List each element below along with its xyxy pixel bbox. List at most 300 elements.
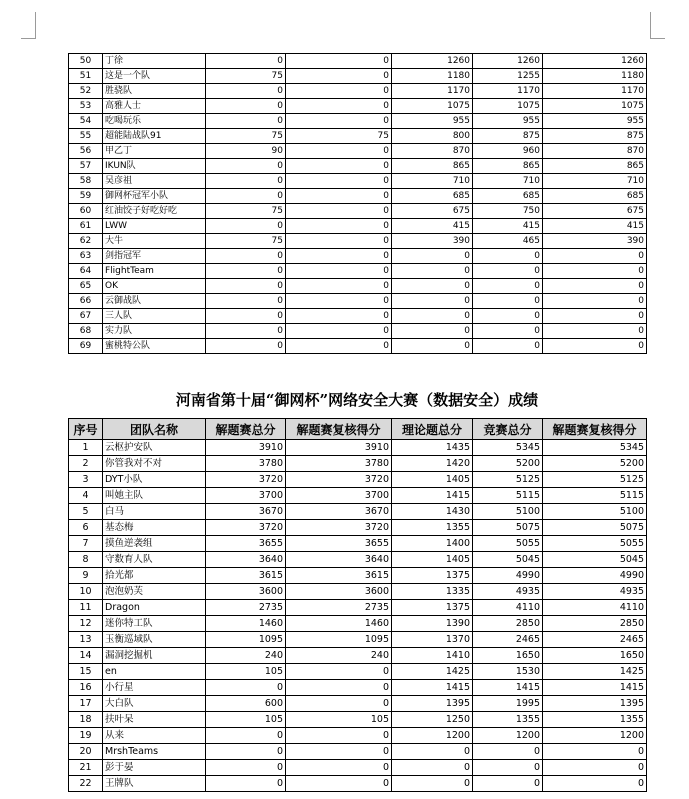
- solve-review-score-cell: 0: [286, 219, 392, 234]
- table-row: [69, 339, 647, 354]
- table-row: [69, 456, 647, 472]
- solve-review-score-cell: 3655: [286, 536, 392, 552]
- team-name-cell: DYT小队: [103, 472, 206, 488]
- final-score-cell: 1180: [543, 69, 647, 84]
- solve-review-score-cell: 2735: [286, 600, 392, 616]
- solve-review-score-cell: 1460: [286, 616, 392, 632]
- total-score-cell: 4110: [473, 600, 543, 616]
- team-name-cell: en: [103, 664, 206, 680]
- theory-score-cell: 0: [392, 339, 473, 354]
- solve-score-cell: 0: [206, 174, 286, 189]
- solve-score-cell: 3910: [206, 440, 286, 456]
- solve-review-score-cell: 240: [286, 648, 392, 664]
- theory-score-cell: 1425: [392, 664, 473, 680]
- team-name-cell: 白马: [103, 504, 206, 520]
- final-score-cell: 0: [543, 760, 647, 776]
- solve-score-cell: 1095: [206, 632, 286, 648]
- team-name-cell: 剑指冠军: [103, 249, 206, 264]
- table-row: [69, 159, 647, 174]
- theory-score-cell: 710: [392, 174, 473, 189]
- total-score-cell: 685: [473, 189, 543, 204]
- table-row: [69, 504, 647, 520]
- table-header-row: [69, 419, 647, 440]
- team-name-cell: FlightTeam: [103, 264, 206, 279]
- solve-review-score-cell: 3640: [286, 552, 392, 568]
- theory-score-cell: 1390: [392, 616, 473, 632]
- rank-cell: 11: [69, 600, 103, 616]
- theory-score-cell: 1415: [392, 488, 473, 504]
- theory-score-cell: 415: [392, 219, 473, 234]
- column-header: 解题赛总分: [206, 419, 286, 440]
- team-name-cell: 彭于晏: [103, 760, 206, 776]
- total-score-cell: 1200: [473, 728, 543, 744]
- page-corner-mark-left: [21, 12, 36, 39]
- team-name-cell: 你管我对不对: [103, 456, 206, 472]
- solve-score-cell: 0: [206, 776, 286, 792]
- theory-score-cell: 1335: [392, 584, 473, 600]
- total-score-cell: 875: [473, 129, 543, 144]
- final-score-cell: 0: [543, 279, 647, 294]
- table-row: [69, 632, 647, 648]
- column-header: 序号: [69, 419, 103, 440]
- total-score-cell: 1415: [473, 680, 543, 696]
- solve-score-cell: 90: [206, 144, 286, 159]
- final-score-cell: 390: [543, 234, 647, 249]
- final-score-cell: 1425: [543, 664, 647, 680]
- column-header: 理论题总分: [392, 419, 473, 440]
- column-header: 竞赛总分: [473, 419, 543, 440]
- solve-review-score-cell: 0: [286, 309, 392, 324]
- final-score-cell: 4990: [543, 568, 647, 584]
- total-score-cell: 1530: [473, 664, 543, 680]
- rank-cell: 69: [69, 339, 103, 354]
- rank-cell: 6: [69, 520, 103, 536]
- team-name-cell: 王牌队: [103, 776, 206, 792]
- solve-review-score-cell: 3700: [286, 488, 392, 504]
- final-score-cell: 5125: [543, 472, 647, 488]
- total-score-cell: 5345: [473, 440, 543, 456]
- total-score-cell: 5075: [473, 520, 543, 536]
- theory-score-cell: 1180: [392, 69, 473, 84]
- table-row: [69, 696, 647, 712]
- team-name-cell: 云御战队: [103, 294, 206, 309]
- solve-review-score-cell: 0: [286, 114, 392, 129]
- solve-review-score-cell: 0: [286, 728, 392, 744]
- solve-review-score-cell: 0: [286, 279, 392, 294]
- solve-score-cell: 0: [206, 728, 286, 744]
- final-score-cell: 1075: [543, 99, 647, 114]
- theory-score-cell: 1405: [392, 552, 473, 568]
- total-score-cell: 0: [473, 776, 543, 792]
- rank-cell: 64: [69, 264, 103, 279]
- team-name-cell: 高雅人士: [103, 99, 206, 114]
- solve-score-cell: 0: [206, 54, 286, 69]
- solve-review-score-cell: 3670: [286, 504, 392, 520]
- final-score-cell: 0: [543, 776, 647, 792]
- table-row: [69, 680, 647, 696]
- results-table-continued: [68, 53, 647, 354]
- rank-cell: 65: [69, 279, 103, 294]
- theory-score-cell: 955: [392, 114, 473, 129]
- rank-cell: 22: [69, 776, 103, 792]
- total-score-cell: 2465: [473, 632, 543, 648]
- team-name-cell: 从来: [103, 728, 206, 744]
- solve-score-cell: 3670: [206, 504, 286, 520]
- rank-cell: 3: [69, 472, 103, 488]
- theory-score-cell: 0: [392, 760, 473, 776]
- final-score-cell: 685: [543, 189, 647, 204]
- table-row: [69, 99, 647, 114]
- table-row: [69, 728, 647, 744]
- table-row: [69, 568, 647, 584]
- solve-review-score-cell: 0: [286, 680, 392, 696]
- team-name-cell: Dragon: [103, 600, 206, 616]
- theory-score-cell: 1400: [392, 536, 473, 552]
- theory-score-cell: 1415: [392, 680, 473, 696]
- team-name-cell: 甲乙丁: [103, 144, 206, 159]
- table-row: [69, 54, 647, 69]
- total-score-cell: 1650: [473, 648, 543, 664]
- solve-review-score-cell: 3720: [286, 472, 392, 488]
- final-score-cell: 2465: [543, 632, 647, 648]
- solve-review-score-cell: 3780: [286, 456, 392, 472]
- solve-review-score-cell: 3615: [286, 568, 392, 584]
- total-score-cell: 0: [473, 744, 543, 760]
- solve-review-score-cell: 0: [286, 744, 392, 760]
- theory-score-cell: 865: [392, 159, 473, 174]
- total-score-cell: 865: [473, 159, 543, 174]
- solve-review-score-cell: 0: [286, 294, 392, 309]
- final-score-cell: 5045: [543, 552, 647, 568]
- rank-cell: 7: [69, 536, 103, 552]
- solve-review-score-cell: 0: [286, 664, 392, 680]
- solve-score-cell: 0: [206, 99, 286, 114]
- theory-score-cell: 0: [392, 776, 473, 792]
- rank-cell: 16: [69, 680, 103, 696]
- table-row: [69, 616, 647, 632]
- theory-score-cell: 1370: [392, 632, 473, 648]
- solve-score-cell: 75: [206, 234, 286, 249]
- solve-score-cell: 75: [206, 204, 286, 219]
- total-score-cell: 4990: [473, 568, 543, 584]
- solve-score-cell: 0: [206, 744, 286, 760]
- solve-score-cell: 240: [206, 648, 286, 664]
- theory-score-cell: 1075: [392, 99, 473, 114]
- final-score-cell: 0: [543, 249, 647, 264]
- rank-cell: 57: [69, 159, 103, 174]
- final-score-cell: 0: [543, 744, 647, 760]
- table-row: [69, 664, 647, 680]
- team-name-cell: 玉衡巡域队: [103, 632, 206, 648]
- final-score-cell: 1355: [543, 712, 647, 728]
- solve-score-cell: 0: [206, 159, 286, 174]
- solve-review-score-cell: 0: [286, 84, 392, 99]
- final-score-cell: 5075: [543, 520, 647, 536]
- rank-cell: 67: [69, 309, 103, 324]
- column-header: 解题赛复核得分: [286, 419, 392, 440]
- table-row: [69, 760, 647, 776]
- rank-cell: 18: [69, 712, 103, 728]
- team-name-cell: 实力队: [103, 324, 206, 339]
- solve-review-score-cell: 3600: [286, 584, 392, 600]
- theory-score-cell: 1410: [392, 648, 473, 664]
- final-score-cell: 875: [543, 129, 647, 144]
- table-row: [69, 472, 647, 488]
- theory-score-cell: 1375: [392, 568, 473, 584]
- total-score-cell: 5055: [473, 536, 543, 552]
- total-score-cell: 0: [473, 294, 543, 309]
- solve-review-score-cell: 0: [286, 264, 392, 279]
- theory-score-cell: 0: [392, 249, 473, 264]
- final-score-cell: 955: [543, 114, 647, 129]
- solve-score-cell: 0: [206, 189, 286, 204]
- final-score-cell: 2850: [543, 616, 647, 632]
- total-score-cell: 0: [473, 760, 543, 776]
- rank-cell: 58: [69, 174, 103, 189]
- table-row: [69, 84, 647, 99]
- rank-cell: 52: [69, 84, 103, 99]
- table-row: [69, 279, 647, 294]
- team-name-cell: 大牛: [103, 234, 206, 249]
- total-score-cell: 1995: [473, 696, 543, 712]
- final-score-cell: 1170: [543, 84, 647, 99]
- table-row: [69, 174, 647, 189]
- rank-cell: 55: [69, 129, 103, 144]
- final-score-cell: 0: [543, 294, 647, 309]
- solve-review-score-cell: 0: [286, 339, 392, 354]
- rank-cell: 5: [69, 504, 103, 520]
- solve-review-score-cell: 0: [286, 234, 392, 249]
- total-score-cell: 750: [473, 204, 543, 219]
- rank-cell: 10: [69, 584, 103, 600]
- rank-cell: 68: [69, 324, 103, 339]
- solve-score-cell: 105: [206, 712, 286, 728]
- rank-cell: 66: [69, 294, 103, 309]
- solve-score-cell: 0: [206, 114, 286, 129]
- table-row: [69, 440, 647, 456]
- solve-score-cell: 3615: [206, 568, 286, 584]
- rank-cell: 19: [69, 728, 103, 744]
- total-score-cell: 5100: [473, 504, 543, 520]
- total-score-cell: 5200: [473, 456, 543, 472]
- solve-score-cell: 3655: [206, 536, 286, 552]
- rank-cell: 13: [69, 632, 103, 648]
- results-table-data-security: [68, 418, 647, 792]
- rank-cell: 50: [69, 54, 103, 69]
- theory-score-cell: 1420: [392, 456, 473, 472]
- theory-score-cell: 0: [392, 324, 473, 339]
- team-name-cell: 红油饺子好吃好吃: [103, 204, 206, 219]
- solve-review-score-cell: 0: [286, 69, 392, 84]
- rank-cell: 2: [69, 456, 103, 472]
- solve-review-score-cell: 105: [286, 712, 392, 728]
- column-header: 团队名称: [103, 419, 206, 440]
- rank-cell: 1: [69, 440, 103, 456]
- theory-score-cell: 0: [392, 309, 473, 324]
- theory-score-cell: 1430: [392, 504, 473, 520]
- theory-score-cell: 685: [392, 189, 473, 204]
- theory-score-cell: 800: [392, 129, 473, 144]
- rank-cell: 60: [69, 204, 103, 219]
- total-score-cell: 960: [473, 144, 543, 159]
- theory-score-cell: 1435: [392, 440, 473, 456]
- solve-score-cell: 3700: [206, 488, 286, 504]
- team-name-cell: IKUN队: [103, 159, 206, 174]
- total-score-cell: 415: [473, 219, 543, 234]
- final-score-cell: 4110: [543, 600, 647, 616]
- solve-score-cell: 3640: [206, 552, 286, 568]
- table-row: [69, 234, 647, 249]
- table-row: [69, 144, 647, 159]
- team-name-cell: 丁徐: [103, 54, 206, 69]
- total-score-cell: 5115: [473, 488, 543, 504]
- theory-score-cell: 0: [392, 744, 473, 760]
- table-row: [69, 552, 647, 568]
- solve-score-cell: 0: [206, 279, 286, 294]
- rank-cell: 21: [69, 760, 103, 776]
- solve-score-cell: 0: [206, 339, 286, 354]
- rank-cell: 63: [69, 249, 103, 264]
- final-score-cell: 5200: [543, 456, 647, 472]
- table-row: [69, 712, 647, 728]
- total-score-cell: 1075: [473, 99, 543, 114]
- solve-review-score-cell: 0: [286, 204, 392, 219]
- final-score-cell: 5055: [543, 536, 647, 552]
- column-header: 解题赛复核得分: [543, 419, 647, 440]
- final-score-cell: 1395: [543, 696, 647, 712]
- solve-score-cell: 3720: [206, 520, 286, 536]
- team-name-cell: 御网杯冠军小队: [103, 189, 206, 204]
- team-name-cell: 云枢护安队: [103, 440, 206, 456]
- rank-cell: 62: [69, 234, 103, 249]
- rank-cell: 61: [69, 219, 103, 234]
- total-score-cell: 465: [473, 234, 543, 249]
- solve-review-score-cell: 0: [286, 760, 392, 776]
- table-row: [69, 648, 647, 664]
- solve-score-cell: 0: [206, 680, 286, 696]
- final-score-cell: 1200: [543, 728, 647, 744]
- final-score-cell: 4935: [543, 584, 647, 600]
- table-row: [69, 69, 647, 84]
- total-score-cell: 0: [473, 249, 543, 264]
- solve-review-score-cell: 0: [286, 249, 392, 264]
- solve-score-cell: 75: [206, 129, 286, 144]
- total-score-cell: 0: [473, 279, 543, 294]
- theory-score-cell: 870: [392, 144, 473, 159]
- rank-cell: 8: [69, 552, 103, 568]
- total-score-cell: 0: [473, 324, 543, 339]
- table-row: [69, 776, 647, 792]
- rank-cell: 17: [69, 696, 103, 712]
- final-score-cell: 710: [543, 174, 647, 189]
- solve-score-cell: 3780: [206, 456, 286, 472]
- team-name-cell: 扶叶呆: [103, 712, 206, 728]
- total-score-cell: 5125: [473, 472, 543, 488]
- team-name-cell: 泡泡奶芙: [103, 584, 206, 600]
- solve-review-score-cell: 0: [286, 54, 392, 69]
- theory-score-cell: 390: [392, 234, 473, 249]
- team-name-cell: MrshTeams: [103, 744, 206, 760]
- results-title: 河南省第十届“御网杯”网络安全大赛（数据安全）成绩: [175, 391, 539, 409]
- team-name-cell: 基态梅: [103, 520, 206, 536]
- table-row: [69, 744, 647, 760]
- table-row: [69, 324, 647, 339]
- team-name-cell: LWW: [103, 219, 206, 234]
- solve-score-cell: 105: [206, 664, 286, 680]
- solve-score-cell: 0: [206, 760, 286, 776]
- table-row: [69, 129, 647, 144]
- team-name-cell: 吴彦祖: [103, 174, 206, 189]
- rank-cell: 53: [69, 99, 103, 114]
- rank-cell: 15: [69, 664, 103, 680]
- table-row: [69, 309, 647, 324]
- total-score-cell: 4935: [473, 584, 543, 600]
- solve-review-score-cell: 75: [286, 129, 392, 144]
- final-score-cell: 0: [543, 339, 647, 354]
- solve-review-score-cell: 0: [286, 189, 392, 204]
- solve-review-score-cell: 0: [286, 696, 392, 712]
- theory-score-cell: 0: [392, 264, 473, 279]
- solve-review-score-cell: 3720: [286, 520, 392, 536]
- table-row: [69, 114, 647, 129]
- theory-score-cell: 1375: [392, 600, 473, 616]
- rank-cell: 20: [69, 744, 103, 760]
- table-row: [69, 536, 647, 552]
- final-score-cell: 1260: [543, 54, 647, 69]
- final-score-cell: 5115: [543, 488, 647, 504]
- rank-cell: 54: [69, 114, 103, 129]
- table-row: [69, 249, 647, 264]
- team-name-cell: 吃喝玩乐: [103, 114, 206, 129]
- solve-score-cell: 600: [206, 696, 286, 712]
- theory-score-cell: 1200: [392, 728, 473, 744]
- table-row: [69, 189, 647, 204]
- table-row: [69, 600, 647, 616]
- total-score-cell: 955: [473, 114, 543, 129]
- final-score-cell: 0: [543, 324, 647, 339]
- solve-review-score-cell: 0: [286, 144, 392, 159]
- table-row: [69, 488, 647, 504]
- table-row: [69, 264, 647, 279]
- final-score-cell: 0: [543, 309, 647, 324]
- team-name-cell: 拾光都: [103, 568, 206, 584]
- table-row: [69, 584, 647, 600]
- table-row: [69, 294, 647, 309]
- theory-score-cell: 1405: [392, 472, 473, 488]
- theory-score-cell: 1395: [392, 696, 473, 712]
- theory-score-cell: 1355: [392, 520, 473, 536]
- theory-score-cell: 1170: [392, 84, 473, 99]
- team-name-cell: 这是一个队: [103, 69, 206, 84]
- team-name-cell: 胜骁队: [103, 84, 206, 99]
- table-row: [69, 520, 647, 536]
- final-score-cell: 1650: [543, 648, 647, 664]
- team-name-cell: 叫她主队: [103, 488, 206, 504]
- total-score-cell: 2850: [473, 616, 543, 632]
- solve-score-cell: 0: [206, 264, 286, 279]
- team-name-cell: OK: [103, 279, 206, 294]
- rank-cell: 59: [69, 189, 103, 204]
- final-score-cell: 0: [543, 264, 647, 279]
- rank-cell: 9: [69, 568, 103, 584]
- team-name-cell: 小行星: [103, 680, 206, 696]
- solve-review-score-cell: 1095: [286, 632, 392, 648]
- theory-score-cell: 675: [392, 204, 473, 219]
- theory-score-cell: 1250: [392, 712, 473, 728]
- final-score-cell: 5345: [543, 440, 647, 456]
- solve-review-score-cell: 0: [286, 99, 392, 114]
- solve-score-cell: 0: [206, 249, 286, 264]
